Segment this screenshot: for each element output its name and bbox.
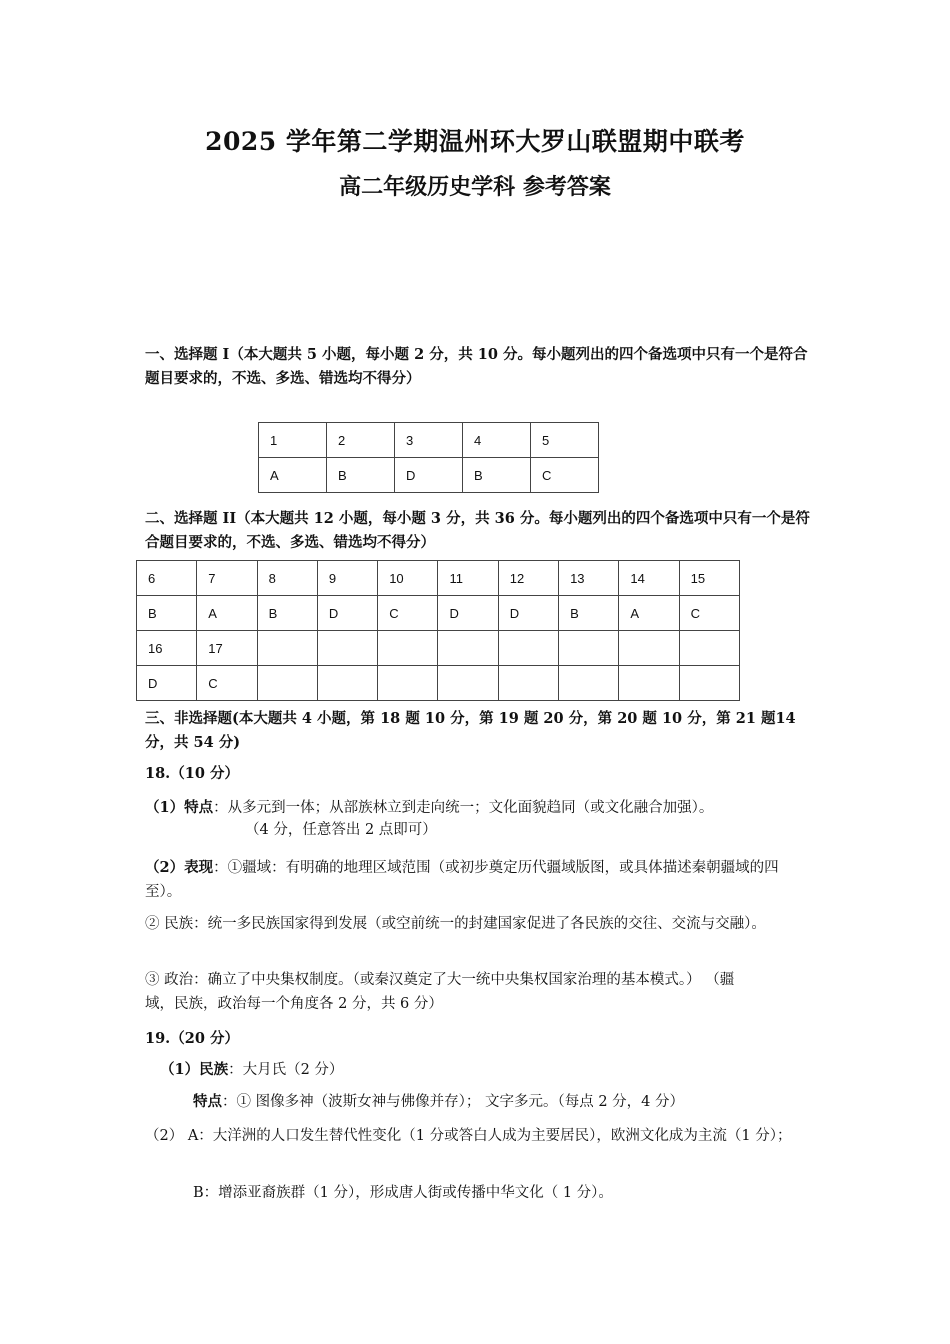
table-cell: 2 bbox=[327, 423, 395, 458]
section1-heading: 一、选择题 I（本大题共 5 小题，每小题 2 分，共 10 分。每小题列出的四个备选项中只有一个是符合题目要求的，不选、多选、错选均不得分） bbox=[145, 346, 808, 387]
part-label: （1）特点 bbox=[145, 799, 214, 816]
table-cell bbox=[378, 631, 438, 666]
table-cell: 10 bbox=[378, 561, 438, 596]
table-cell bbox=[378, 666, 438, 701]
table-cell bbox=[438, 666, 498, 701]
table-cell: 14 bbox=[619, 561, 679, 596]
table-row bbox=[137, 666, 740, 701]
question-19-part2: （2） A：大洋洲的人口发生替代性变化（1 分或答白人成为主要居民），欧洲文化成为主流（1 分）； bbox=[145, 1128, 792, 1144]
table-cell: A bbox=[197, 596, 257, 631]
table-cell: D bbox=[498, 596, 558, 631]
section2-answer-table bbox=[136, 560, 740, 701]
table-cell bbox=[257, 631, 317, 666]
question-18-politics: ③ 政治：确立了中央集权制度。（或秦汉奠定了大一统中央集权国家治理的基本模式。） （疆域，民族，政治每一个角度各 2 分，共 6 分） bbox=[145, 972, 735, 1012]
table-cell: 11 bbox=[438, 561, 498, 596]
table-row bbox=[137, 631, 740, 666]
table-cell: 13 bbox=[559, 561, 619, 596]
question-19-part1 bbox=[160, 1058, 825, 1082]
question-19-label: 19.（20 分） bbox=[145, 1030, 239, 1047]
part-text: ：①疆域：有明确的地理区域范围（或初步奠定历代疆域版图，或具体描述秦朝疆域的四至）。 bbox=[145, 860, 779, 900]
section1-answer-table bbox=[258, 422, 599, 493]
question-18-part2 bbox=[145, 856, 810, 904]
table-cell: 6 bbox=[137, 561, 197, 596]
part-text: ：① 图像多神（波斯女神与佛像并存）； 文字多元。（每点 2 分，4 分） bbox=[222, 1094, 684, 1110]
table-cell: 8 bbox=[257, 561, 317, 596]
table-cell bbox=[438, 631, 498, 666]
part-label: （1）民族 bbox=[160, 1061, 229, 1078]
table-row bbox=[259, 458, 599, 493]
section3-heading: 三、非选择题(本大题共 4 小题，第 18 题 10 分，第 19 题 20 分，第 20 题 10 分，第 21 题14 分，共 54 分) bbox=[145, 710, 796, 751]
table-cell bbox=[317, 631, 377, 666]
table-row bbox=[259, 423, 599, 458]
table-row bbox=[137, 596, 740, 631]
table-cell bbox=[559, 631, 619, 666]
question-18-label: 18.（10 分） bbox=[145, 765, 239, 782]
table-cell: 5 bbox=[531, 423, 599, 458]
table-cell: B bbox=[137, 596, 197, 631]
table-cell: C bbox=[378, 596, 438, 631]
part-text: ：从多元到一体；从部族林立到走向统一；文化面貌趋同（或文化融合加强）。 bbox=[213, 800, 714, 816]
table-cell: C bbox=[679, 596, 739, 631]
table-cell bbox=[679, 631, 739, 666]
table-cell: C bbox=[197, 666, 257, 701]
table-cell bbox=[498, 666, 558, 701]
table-cell: B bbox=[559, 596, 619, 631]
question-19-part1-features bbox=[193, 1090, 808, 1114]
table-cell: 15 bbox=[679, 561, 739, 596]
section2-heading: 二、选择题 II（本大题共 12 小题，每小题 3 分，共 36 分。每小题列出的四个备选项中只有一个是符合题目要求的，不选、多选、错选均不得分） bbox=[145, 510, 810, 551]
table-cell bbox=[498, 631, 558, 666]
table-cell: D bbox=[137, 666, 197, 701]
table-row bbox=[137, 561, 740, 596]
table-cell bbox=[619, 666, 679, 701]
table-cell bbox=[679, 666, 739, 701]
part-label: 特点 bbox=[193, 1093, 222, 1110]
table-cell: 17 bbox=[197, 631, 257, 666]
table-cell: B bbox=[257, 596, 317, 631]
table-cell: D bbox=[317, 596, 377, 631]
question-18-ethnic: ② 民族：统一多民族国家得到发展（或空前统一的封建国家促进了各民族的交往、交流与交融）。 bbox=[145, 916, 766, 932]
table-cell: A bbox=[259, 458, 327, 493]
table-cell: D bbox=[395, 458, 463, 493]
question-19-part2-b: B：增添亚裔族群（1 分），形成唐人街或传播中华文化（ 1 分）。 bbox=[193, 1185, 613, 1201]
document-subtitle: 高二年级历史学科 参考答案 bbox=[339, 174, 611, 200]
part-label: （2）表现 bbox=[145, 859, 214, 876]
table-cell bbox=[559, 666, 619, 701]
table-cell: 3 bbox=[395, 423, 463, 458]
table-cell bbox=[619, 631, 679, 666]
document-title: 2025 学年第二学期温州环大罗山联盟期中联考 bbox=[205, 127, 745, 156]
table-cell: 1 bbox=[259, 423, 327, 458]
table-cell: D bbox=[438, 596, 498, 631]
table-cell: 7 bbox=[197, 561, 257, 596]
table-cell: 9 bbox=[317, 561, 377, 596]
table-cell bbox=[257, 666, 317, 701]
question-18-part1-note: （4 分，任意答出 2 点即可） bbox=[245, 822, 437, 838]
table-cell: A bbox=[619, 596, 679, 631]
question-18-part1 bbox=[145, 796, 810, 820]
table-cell: 4 bbox=[463, 423, 531, 458]
table-cell: B bbox=[327, 458, 395, 493]
table-cell: C bbox=[531, 458, 599, 493]
part-text: ：大月氏（2 分） bbox=[228, 1062, 344, 1078]
table-cell: 12 bbox=[498, 561, 558, 596]
table-cell bbox=[317, 666, 377, 701]
table-cell: 16 bbox=[137, 631, 197, 666]
table-cell: B bbox=[463, 458, 531, 493]
